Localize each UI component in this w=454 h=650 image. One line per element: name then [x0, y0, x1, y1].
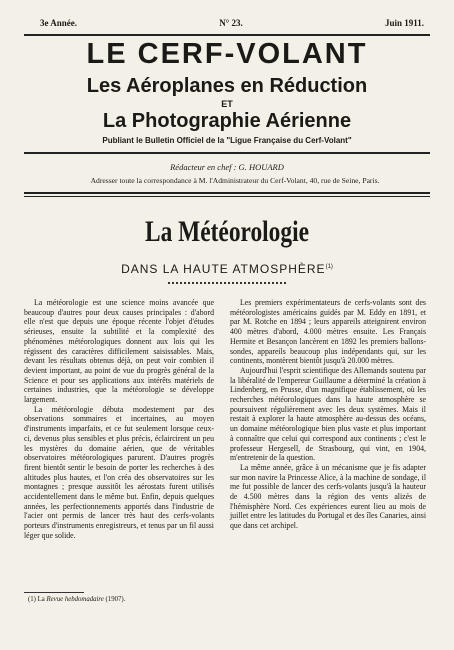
issue-year: 3e Année.: [40, 18, 77, 28]
paragraph: Les premiers expérimentateurs de cerfs-volants sont des météorologistes américains guidés par M. Eddy en 1891, et par M. Rotche en 1894 ; leurs appareils atteignirent environ 400 mètres d'abord, 4.000 mètres ensuite. Les Français Hermite et Besançon lancèrent en 1892 les premiers ballons-sondes, appareils beaucoup plus indépendants qui, sur les continents, montèrent bientôt jusqu'à 20.000 mètres.: [230, 298, 426, 366]
article-subtitle-note: (1): [325, 264, 333, 270]
journal-subtitle: Les Aéroplanes en Réduction: [86, 75, 368, 97]
footnote: [28, 596, 125, 604]
article-subtitle: [24, 260, 430, 276]
ornamental-divider: [168, 282, 286, 284]
top-rule: [24, 34, 430, 36]
issue-header: [40, 16, 424, 30]
article-column-left: [24, 298, 214, 541]
bulletin-line: Publiant le Bulletin Officiel de la "Ligue Française du Cerf-Volant": [102, 136, 352, 145]
footnote-rule: [24, 592, 84, 593]
issue-number: N° 23.: [219, 18, 243, 28]
editor-line: Rédacteur en chef : G. HOUARD: [170, 162, 284, 172]
address-rule-1: [24, 192, 430, 194]
paragraph: La météorologie débuta modestement par des observations sommaires et incertaines, au moyen d'instruments imparfaits, et ce fut seulement lorsque ceux-ci, devenus plus sensibles et plus précis, éclaircirent un peu les mystères du domaine aérien, que de véritables observatoires météorologiques parurent. D'autres progrès firent bientôt sentir le besoin de porter les recherches à des altitudes plus hautes, et l'on créa des observatoires sur les montagnes ; presque aussitôt les aérostats furent utilisés accidentellement dans le même but. Enfin, depuis quelques années, les perfectionnements apportés dans l'industrie de l'acier ont permis de lancer très haut des cerfs-volants porteurs d'instruments enregistreurs, et tenus par un fil aussi léger que solide.: [24, 404, 214, 540]
footnote-source: Revue hebdomadaire: [46, 596, 104, 603]
masthead-rule: [24, 152, 430, 154]
article-subtitle-text: DANS LA HAUTE ATMOSPHÈRE: [121, 262, 326, 276]
address-line: Adresser toute la correspondance à M. l'Administrateur du Cerf-Volant, 40, rue de Seine, Paris.: [90, 176, 380, 185]
paragraph: Aujourd'hui l'esprit scientifique des Allemands soutenu par la libéralité de l'empereur Guillaume a déterminé la création à Lindenberg, en Prusse, d'un magnifique établissement, où les recherches météorologiques dans la haute atmosphère se poursuivent régulièrement avec les deux systèmes. Mais il restait à explorer la haute atmosphère au-dessus des océans, un domaine météorologique bien plus vaste et plus important à connaître que celui qui correspond aux continents ; c'est le professeur Hergesell, de Strasbourg, qui vint, en 1904, m'entretenir de la question.: [230, 365, 426, 463]
address-rule-2: [24, 196, 430, 197]
journal-et: ET: [221, 99, 233, 109]
journal-subtitle-2: La Photographie Aérienne: [102, 110, 352, 132]
footnote-year: (1907).: [105, 596, 126, 603]
paragraph: La météorologie est une science moins avancée que beaucoup d'autres pour deux causes principales : d'abord elle n'est que depuis une époque récente l'objet d'études sérieuses, ensuite la subtilité et la complexité des phénomènes météorologiques donnent aux lois qui les régissent des caractères difficilement saisissables. Mais, devant les résultats obtenus déjà, on peut voir combien il devient important, au point de vue du progrès général de la Science et pour ses applications aux intérêts matériels de certaines industries, que la météorologie se développe largement.: [24, 298, 214, 405]
article-column-right: [230, 298, 426, 531]
article-title: La Météorologie: [145, 215, 309, 248]
footnote-number: (1): [28, 596, 36, 603]
issue-date: Juin 1911.: [384, 18, 424, 28]
paragraph: La même année, grâce à un mécanisme que je fis adapter sur mon navire la Princesse Alice, à la machine de sondage, il me fut possible de lancer des cerfs-volants jusqu'à la hauteur de 4.500 mètres dans la région des vents alizés de l'hémisphère Nord. Ces expériences eurent lieu au mois de juillet entre les latitudes du Portugal et des îles Canaries, ainsi que dans cet archipel.: [230, 462, 426, 531]
footnote-prefix: La: [37, 596, 45, 603]
journal-title: LE CERF-VOLANT: [86, 38, 368, 70]
